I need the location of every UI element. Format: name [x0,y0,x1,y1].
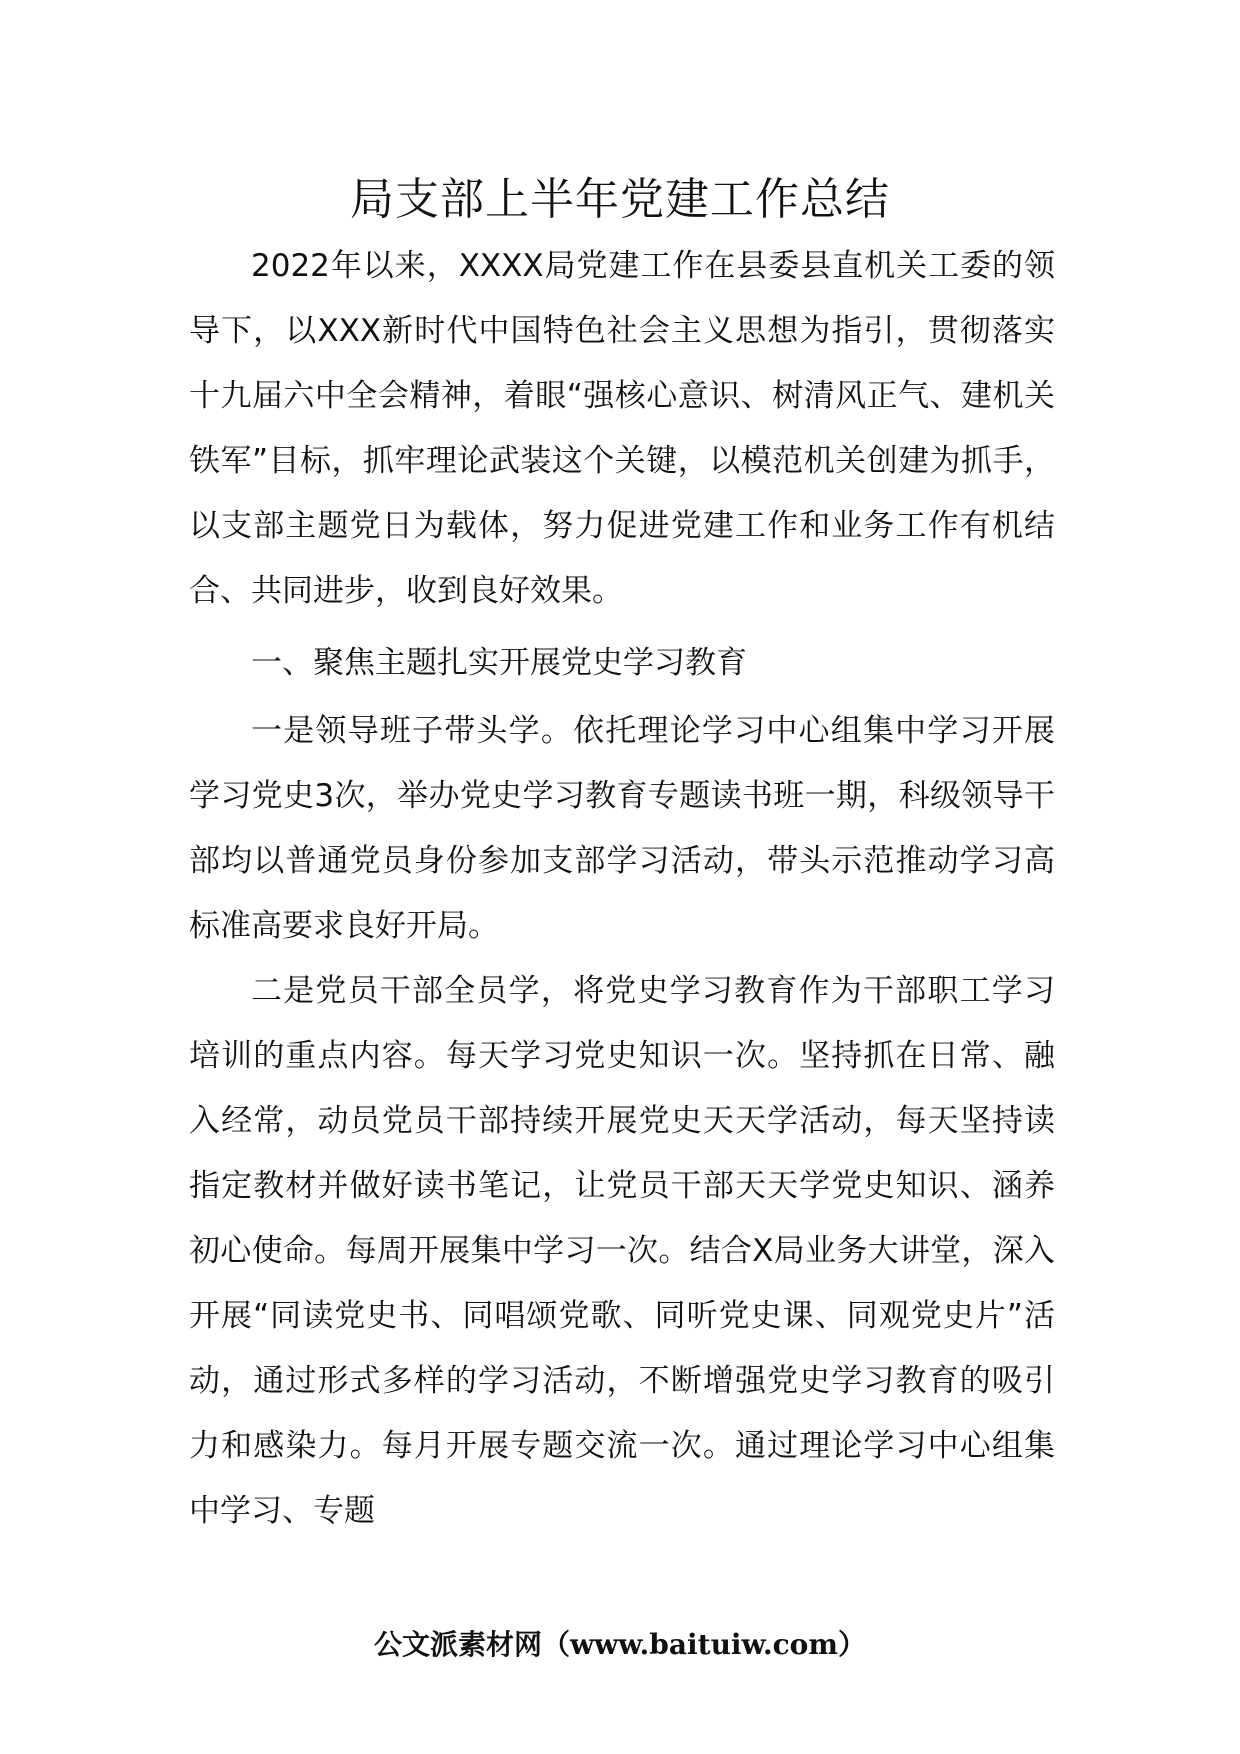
body-paragraph: 二是党员干部全员学，将党史学习教育作为干部职工学习培训的重点内容。每天学习党史知识一次。坚持抓在日常、融入经常，动员党员干部持续开展党史天天学活动，每天坚持读指定教材并做好读书笔记，让党员干部天天学党史知识、涵养初心使命。每周开展集中学习一次。结合X局业务大讲堂，深入开展“同读党史书、同唱颂党歌、同听党史课、同观党史片”活动，通过形式多样的学习活动，不断增强党史学习教育的吸引力和感染力。每月开展专题交流一次。通过理论学习中心组集中学习、专题 [189,973,1055,1529]
footer-watermark: 公文派素材网（www.baituiw.com） [374,1628,866,1661]
document-title: 局支部上半年党建工作总结 [350,174,890,225]
section-heading: 一、聚焦主题扎实开展党史学习教育 [251,645,747,681]
body-paragraph: 一是领导班子带头学。依托理论学习中心组集中学习开展学习党史3次，举办党史学习教育专题读书班一期，科级领导干部均以普通党员身份参加支部学习活动，带头示范推动学习高标准高要求良好开局。 [189,713,1055,944]
intro-paragraph: 2022年以来，XXXX局党建工作在县委县直机关工委的领导下，以XXX新时代中国特色社会主义思想为指引，贯彻落实十九届六中全会精神，着眼“强核心意识、树清风正气、建机关铁军”目标，抓牢理论武装这个关键，以模范机关创建为抓手，以支部主题党日为载体，努力促进党建工作和业务工作有机结合、共同进步，收到良好效果。 [189,248,1055,609]
document-body [189,234,1055,1544]
